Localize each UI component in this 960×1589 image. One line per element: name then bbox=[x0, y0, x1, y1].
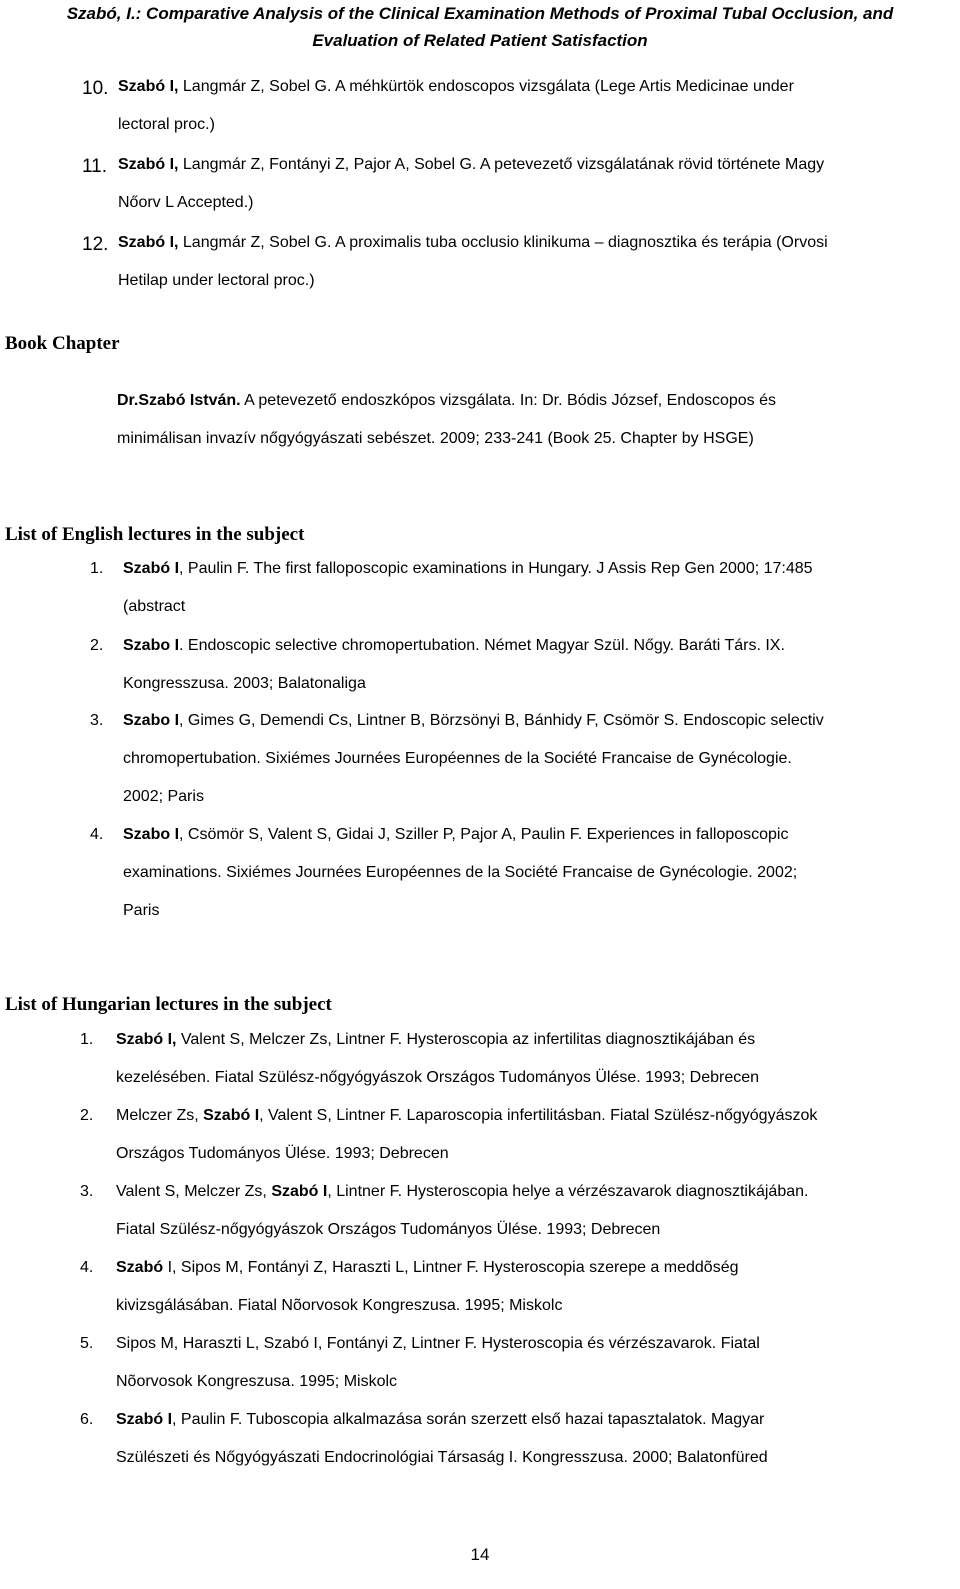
item-line: Szülészeti és Nőgyógyászati Endocrinológiai Társaság I. Kongresszusa. 2000; Balatonfüred bbox=[116, 1449, 768, 1466]
item-line: Nõorvosok Kongreszusa. 1995; Miskolc bbox=[116, 1373, 398, 1390]
author-name: Szabó I, bbox=[116, 1031, 177, 1048]
author-name: Szabo I bbox=[123, 826, 180, 843]
item-line: Dr.Szabó István. A petevezető endoszkópos vizsgálata. In: Dr. Bódis József, Endoscopos és bbox=[117, 392, 777, 409]
item-number: 3. bbox=[80, 1183, 94, 1200]
item-line: minimálisan invazív nőgyógyászati sebészet. 2009; 233-241 (Book 25. Chapter by HSGE) bbox=[117, 430, 754, 447]
author-name: Szabó I bbox=[116, 1411, 173, 1428]
item-line: Melczer Zs, Szabó I, Valent S, Lintner F. Laparoscopia infertilitásban. Fiatal Szülész-nőgyógyászok bbox=[116, 1107, 818, 1124]
item-number: 4. bbox=[90, 826, 104, 843]
item-line: chromopertubation. Sixiémes Journées Européennes de la Société Francaise de Gynécologie. bbox=[123, 750, 792, 767]
author-name: Szabó I, bbox=[118, 78, 179, 95]
author-name: Szabo I bbox=[123, 637, 180, 654]
section-title-book-chapter: Book Chapter bbox=[5, 333, 120, 354]
item-line: Szabó I, Langmár Z, Fontányi Z, Pajor A, Sobel G. A petevezető vizsgálatának rövid története Magy bbox=[118, 156, 825, 173]
page-number: 14 bbox=[470, 1545, 490, 1564]
author-name: Szabó I bbox=[123, 560, 180, 577]
item-number: 1. bbox=[80, 1031, 94, 1048]
author-name: Szabó I, bbox=[118, 234, 179, 251]
list-item bbox=[90, 712, 950, 832]
item-number: 2. bbox=[80, 1107, 94, 1124]
list-item bbox=[90, 560, 950, 640]
item-line: kezelésében. Fiatal Szülész-nőgyógyászok Országos Tudományos Ülése. 1993; Debrecen bbox=[116, 1069, 760, 1086]
item-number: 11. bbox=[82, 156, 108, 177]
item-line: Szabó I, Valent S, Melczer Zs, Lintner F. Hysteroscopia az infertilitas diagnosztikájában és bbox=[116, 1031, 756, 1048]
item-line: Szabo I. Endoscopic selective chromopertubation. Német Magyar Szül. Nőgy. Baráti Társ. IX. bbox=[123, 637, 785, 654]
list-item bbox=[80, 1107, 950, 1187]
list-item bbox=[80, 1031, 950, 1111]
item-line: Paris bbox=[123, 902, 160, 919]
item-line: Szabó I, Langmár Z, Sobel G. A proximalis tuba occlusio klinikuma – diagnosztika és terápia (Orvosi bbox=[118, 234, 828, 251]
header-line-2: Evaluation of Related Patient Satisfaction bbox=[312, 31, 648, 50]
author-name: Szabó I, bbox=[118, 156, 179, 173]
author-name: Szabó I bbox=[271, 1183, 328, 1200]
item-number: 10. bbox=[82, 78, 109, 99]
list-item bbox=[80, 1183, 950, 1263]
author-name: Szabo I bbox=[123, 712, 180, 729]
item-line: Kongresszusa. 2003; Balatonaliga bbox=[123, 675, 366, 692]
item-line: 2002; Paris bbox=[123, 788, 204, 805]
item-line: Szabó I, Langmár Z, Sobel G. A méhkürtök endoscopos vizsgálata (Lege Artis Medicinae under bbox=[118, 78, 794, 95]
item-number: 6. bbox=[80, 1411, 94, 1428]
list-item bbox=[80, 1411, 950, 1491]
list-item bbox=[82, 234, 942, 304]
list-item bbox=[82, 78, 942, 148]
section-title-hungarian-lectures: List of Hungarian lectures in the subject bbox=[5, 994, 332, 1015]
item-number: 1. bbox=[90, 560, 104, 577]
item-line: (abstract bbox=[123, 598, 186, 615]
list-item bbox=[80, 1335, 950, 1415]
list-item bbox=[90, 826, 950, 946]
header-line-1: Szabó, I.: Comparative Analysis of the Clinical Examination Methods of Proximal Tubal Occlusion, and bbox=[66, 4, 894, 23]
item-line: examinations. Sixiémes Journées Européennes de la Société Francaise de Gynécologie. 2002; bbox=[123, 864, 798, 881]
item-number: 3. bbox=[90, 712, 104, 729]
item-line: Szabó I, Paulin F. Tuboscopia alkalmazása során szerzett első hazai tapasztalatok. Magyar bbox=[116, 1411, 765, 1428]
item-line: Szabó I, Paulin F. The first falloposcopic examinations in Hungary. J Assis Rep Gen 2000; 17:485 bbox=[123, 560, 813, 577]
item-line: Országos Tudományos Ülése. 1993; Debrecen bbox=[116, 1145, 449, 1162]
author-name: Dr.Szabó István. bbox=[117, 392, 241, 409]
running-header bbox=[0, 0, 960, 54]
item-line: Nőorv L Accepted.) bbox=[118, 194, 254, 211]
author-name: Szabó I bbox=[203, 1107, 260, 1124]
item-line: Sipos M, Haraszti L, Szabó I, Fontányi Z, Lintner F. Hysteroscopia és vérzészavarok. Fiatal bbox=[116, 1335, 760, 1352]
item-line: lectoral proc.) bbox=[118, 116, 215, 133]
item-number: 2. bbox=[90, 637, 104, 654]
list-item bbox=[90, 637, 950, 717]
item-line: Hetilap under lectoral proc.) bbox=[118, 272, 315, 289]
author-name: Szabó bbox=[116, 1259, 164, 1276]
item-number: 4. bbox=[80, 1259, 94, 1276]
item-line: kivizsgálásában. Fiatal Nõorvosok Kongreszusa. 1995; Miskolc bbox=[116, 1297, 563, 1314]
item-line: Fiatal Szülész-nőgyógyászok Országos Tudományos Ülése. 1993; Debrecen bbox=[116, 1221, 661, 1238]
list-item bbox=[82, 156, 942, 226]
item-number: 12. bbox=[82, 234, 109, 255]
item-line: Valent S, Melczer Zs, Szabó I, Lintner F. Hysteroscopia helye a vérzészavarok diagnosztikájában. bbox=[116, 1183, 809, 1200]
section-title-english-lectures: List of English lectures in the subject bbox=[5, 524, 305, 545]
list-item bbox=[80, 1259, 950, 1339]
item-line: Szabó I, Sipos M, Fontányi Z, Haraszti L, Lintner F. Hysteroscopia szerepe a meddõség bbox=[116, 1259, 739, 1276]
item-line: Szabo I, Gimes G, Demendi Cs, Lintner B, Börzsönyi B, Bánhidy F, Csömör S. Endoscopic selectiv bbox=[123, 712, 824, 729]
item-line: Szabo I, Csömör S, Valent S, Gidai J, Sziller P, Pajor A, Paulin F. Experiences in falloposcopic bbox=[123, 826, 789, 843]
item-number: 5. bbox=[80, 1335, 94, 1352]
